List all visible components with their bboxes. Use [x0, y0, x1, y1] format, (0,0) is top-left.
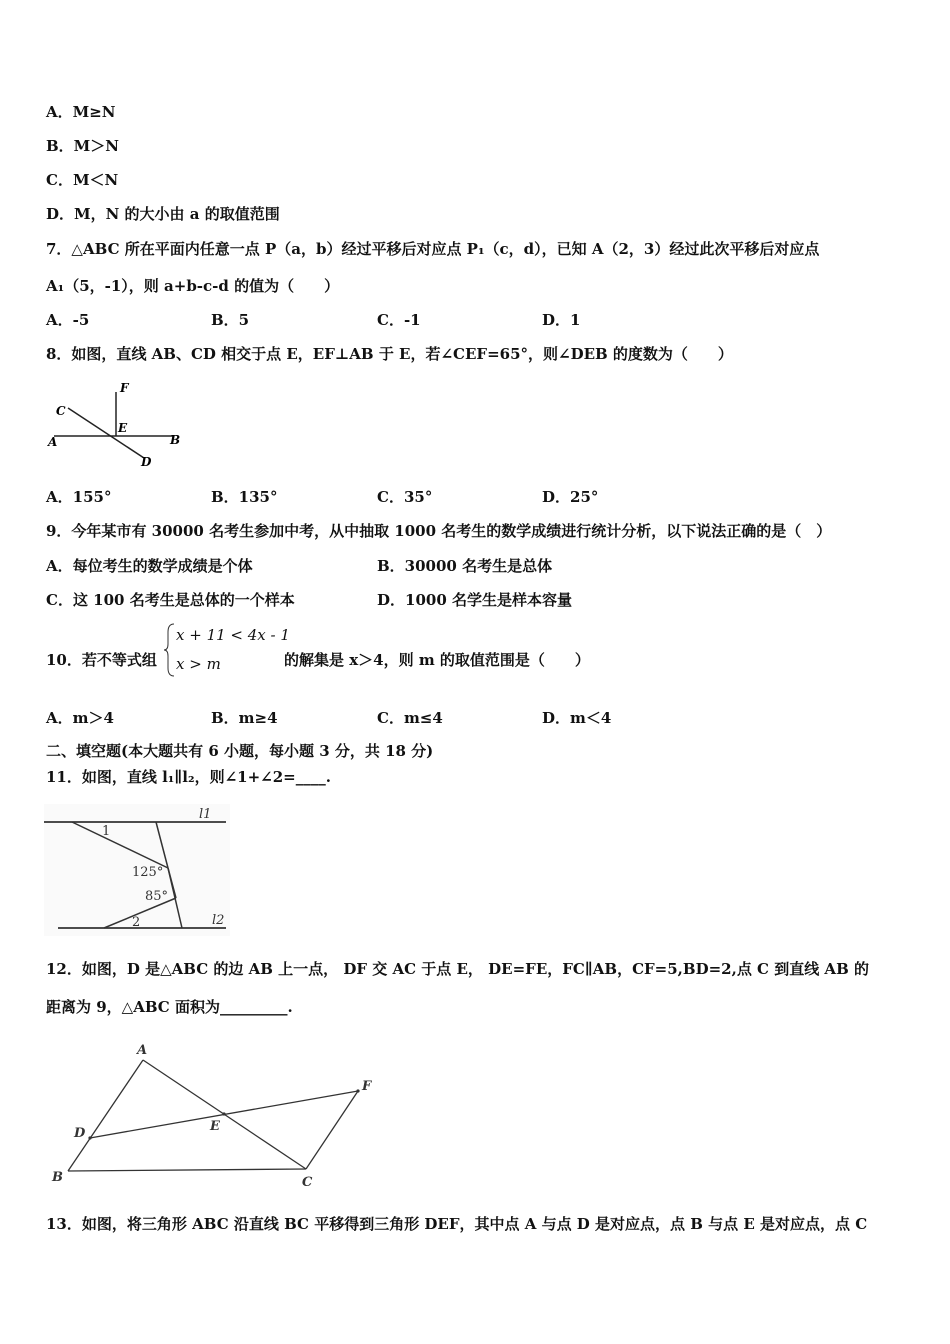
q11-label-85: 85° [145, 889, 169, 904]
q8-option-c: C．35° [377, 488, 433, 506]
q7-option-b: B．5 [211, 311, 250, 329]
q10-option-b: B．m≥4 [211, 709, 278, 727]
q12-figure [44, 1040, 384, 1190]
q8-option-a: A．155° [46, 488, 112, 506]
q10-option-a: A．m＞4 [46, 709, 114, 727]
q12-label-d: D [74, 1126, 86, 1141]
q10-inequality-2: x > m [176, 655, 221, 673]
q9-option-b: B．30000 名考生是总体 [377, 557, 553, 575]
q6-option-c: C．M＜N [46, 171, 119, 189]
q6-option-d: D．M，N 的大小由 a 的取值范围 [46, 205, 280, 223]
q8-option-b: B．135° [211, 488, 278, 506]
q8-label-c: C [56, 404, 66, 418]
q13-stem: 13．如图，将三角形 ABC 沿直线 BC 平移得到三角形 DEF，其中点 A 与点 D 是对应点，点 B 与点 E 是对应点，点 C [46, 1215, 868, 1233]
q6-option-a: A．M≥N [46, 103, 116, 121]
q11-label-angle1: 1 [102, 824, 111, 839]
q8-label-d: D [141, 455, 152, 469]
q10-option-c: C．m≤4 [377, 709, 443, 727]
q7-option-d: D．1 [542, 311, 581, 329]
q11-stem: 11．如图，直线 l₁∥l₂，则∠1+∠2=____. [46, 768, 331, 786]
q11-label-125: 125° [132, 865, 164, 880]
q9-option-c: C．这 100 名考生是总体的一个样本 [46, 591, 295, 609]
q12-stem-line1: 12．如图，D 是△ABC 的边 AB 上一点， DF 交 AC 于点 E， DE=FE，FC∥AB，CF=5,BD=2,点 C 到直线 AB 的 [46, 960, 869, 978]
q7-option-c: C．-1 [377, 311, 421, 329]
q12-label-b: B [52, 1170, 63, 1185]
q8-label-f: F [120, 381, 129, 395]
q7-stem-line1: 7．△ABC 所在平面内任意一点 P（a，b）经过平移后对应点 P₁（c，d），已知 A（2，3）经过此次平移后对应点 [46, 240, 820, 258]
q8-label-a: A [48, 435, 58, 449]
q9-option-a: A．每位考生的数学成绩是个体 [46, 557, 253, 575]
q8-figure [44, 378, 194, 470]
q10-brace [164, 622, 176, 678]
q6-option-b: B．M＞N [46, 137, 119, 155]
q12-stem-line2: 距离为 9，△ABC 面积为_________. [46, 998, 293, 1016]
q12-label-a: A [137, 1043, 148, 1058]
q8-option-d: D．25° [542, 488, 599, 506]
q10-prefix: 10．若不等式组 [46, 651, 157, 669]
q9-stem: 9．今年某市有 30000 名考生参加中考，从中抽取 1000 名考生的数学成绩进行统计分析，以下说法正确的是（ ） [46, 522, 832, 540]
q11-label-angle2: 2 [132, 915, 141, 930]
q9-option-d: D．1000 名学生是样本容量 [377, 591, 572, 609]
q11-label-l1: l1 [199, 807, 212, 822]
q10-suffix: 的解集是 x＞4，则 m 的取值范围是（ ） [284, 651, 590, 669]
q10-option-d: D．m＜4 [542, 709, 612, 727]
q11-label-l2: l2 [212, 913, 225, 928]
q11-figure [44, 804, 230, 936]
q8-stem: 8．如图，直线 AB、CD 相交于点 E，EF⊥AB 于 E，若∠CEF=65°，则∠DEB 的度数为（ ） [46, 345, 733, 363]
q12-label-f: F [362, 1079, 372, 1094]
q10-inequality-1: x + 11 < 4x - 1 [176, 626, 290, 644]
q8-label-e: E [118, 421, 128, 435]
q7-option-a: A．-5 [46, 311, 90, 329]
q12-label-e: E [210, 1119, 220, 1134]
q8-label-b: B [170, 433, 181, 447]
q7-stem-line2: A₁（5，-1），则 a+b-c-d 的值为（ ） [46, 277, 340, 295]
q12-label-c: C [302, 1175, 313, 1190]
section-heading: 二、填空题(本大题共有 6 小题，每小题 3 分，共 18 分) [46, 742, 434, 760]
